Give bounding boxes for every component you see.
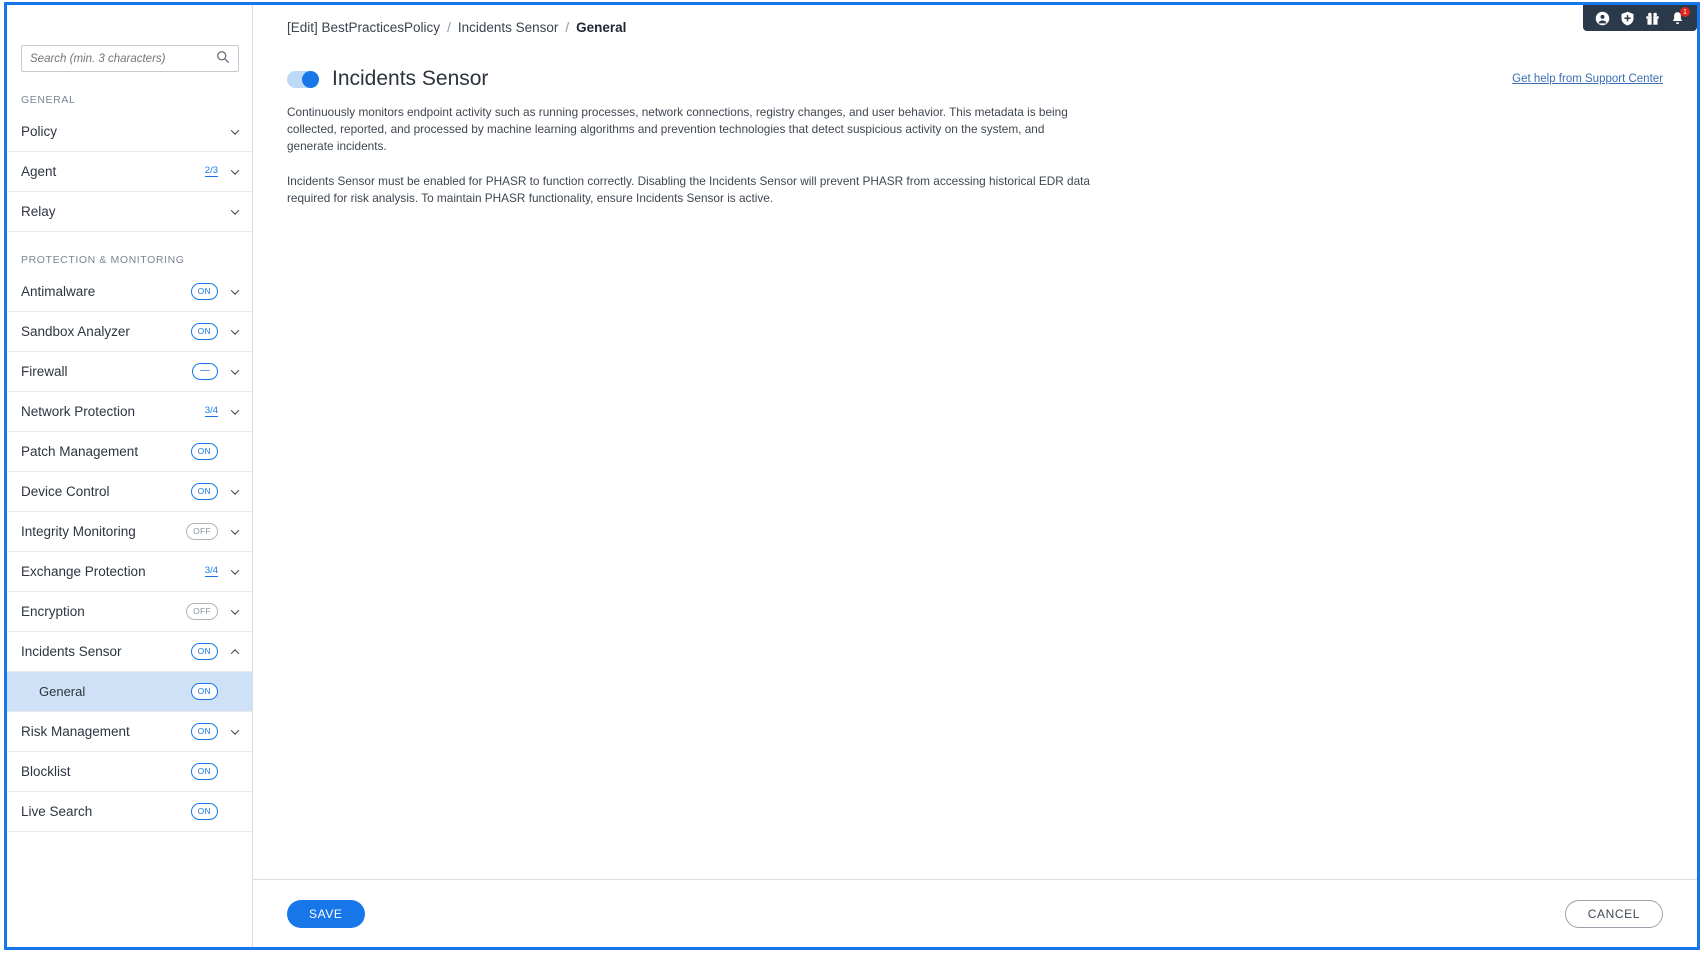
search-input[interactable] <box>21 45 239 72</box>
sidebar-item-relay[interactable] <box>7 192 252 232</box>
chevron-down-icon[interactable] <box>228 725 242 739</box>
sidebar-item-label: Relay <box>21 204 56 219</box>
search-field-wrapper <box>21 45 238 72</box>
sidebar-item-label: Live Search <box>21 804 93 819</box>
status-badge: — <box>192 363 218 380</box>
breadcrumb-separator: / <box>565 19 570 35</box>
status-badge: ON <box>191 643 218 660</box>
chevron-down-icon[interactable] <box>228 565 242 579</box>
status-badge: ON <box>191 443 218 460</box>
page-title: Incidents Sensor <box>332 67 489 90</box>
sidebar-item-label: Incidents Sensor <box>21 644 122 659</box>
notification-count-badge: 1 <box>1680 7 1690 17</box>
sidebar-item-antimalware[interactable] <box>7 272 252 312</box>
content-area <box>253 49 1697 879</box>
sidebar-section-general: GENERAL <box>21 94 76 106</box>
status-badge: OFF <box>186 523 218 540</box>
sidebar-item-label: Agent <box>21 164 57 179</box>
chevron-up-icon[interactable] <box>228 645 242 659</box>
sidebar-item-label: Risk Management <box>21 724 130 739</box>
sidebar-item-label: Blocklist <box>21 764 71 779</box>
breadcrumb-item-general: General <box>576 19 627 35</box>
status-badge: ON <box>191 323 218 340</box>
cancel-button[interactable]: CANCEL <box>1565 900 1663 928</box>
chevron-down-icon[interactable] <box>228 485 242 499</box>
account-icon[interactable] <box>1595 11 1610 26</box>
chevron-down-icon[interactable] <box>228 165 242 179</box>
breadcrumb-item-incidents-sensor[interactable]: Incidents Sensor <box>457 19 559 35</box>
search-icon[interactable] <box>216 50 230 64</box>
sidebar-item-label: Antimalware <box>21 284 96 299</box>
status-badge: 2/3 <box>204 164 218 176</box>
status-badge: ON <box>191 683 218 700</box>
bell-icon[interactable] <box>1670 6 1688 26</box>
chevron-down-icon[interactable] <box>228 325 242 339</box>
sidebar-item-integrity-monitoring[interactable] <box>7 512 252 552</box>
topbar-icon-cluster <box>1583 5 1697 31</box>
sidebar-item-label: Device Control <box>21 484 110 499</box>
sidebar-item-firewall[interactable] <box>7 352 252 392</box>
footer-bar <box>253 879 1697 947</box>
sidebar-item-label: General <box>39 684 86 699</box>
sidebar-item-agent[interactable] <box>7 152 252 192</box>
gift-icon[interactable] <box>1645 11 1660 26</box>
sidebar-item-device-control[interactable] <box>7 472 252 512</box>
description-paragraph-2: Incidents Sensor must be enabled for PHASR to function correctly. Disabling the Incidents Sensor will prevent PHASR from accessing historical EDR data required for risk analysis. To maintain PHASR functionality, ensure Incidents Sensor is active. <box>287 174 1090 206</box>
sidebar-item-label: Firewall <box>21 364 68 379</box>
breadcrumb <box>253 5 1697 49</box>
main-panel <box>253 5 1697 947</box>
shield-icon[interactable] <box>1620 11 1635 26</box>
description-paragraph-1: Continuously monitors endpoint activity such as running processes, network connections, registry changes, and user behavior. This metadata is being collected, reported, and processed by machine learning algorithms and prevention technologies that detect suspicious activity on the system, and generate incidents. <box>287 105 1068 154</box>
sidebar-item-label: Integrity Monitoring <box>21 524 136 539</box>
sidebar-item-label: Patch Management <box>21 444 139 459</box>
sidebar-item-patch-management[interactable] <box>7 432 252 472</box>
status-badge: ON <box>191 803 218 820</box>
status-badge: ON <box>191 723 218 740</box>
status-badge: 3/4 <box>204 564 218 576</box>
sidebar-item-incidents-sensor[interactable] <box>7 632 252 672</box>
sidebar-item-encryption[interactable] <box>7 592 252 632</box>
sidebar-item-label: Exchange Protection <box>21 564 146 579</box>
breadcrumb-separator: / <box>447 19 451 35</box>
sidebar-item-exchange-protection[interactable] <box>7 552 252 592</box>
support-center-link[interactable]: Get help from Support Center <box>1512 73 1663 85</box>
sidebar-item-policy[interactable] <box>7 112 252 152</box>
status-badge: ON <box>191 283 218 300</box>
status-badge: 3/4 <box>204 404 218 416</box>
save-button[interactable]: SAVE <box>287 900 365 928</box>
sidebar-item-sandbox-analyzer[interactable] <box>7 312 252 352</box>
chevron-down-icon[interactable] <box>228 365 242 379</box>
sidebar-item-label: Encryption <box>21 604 85 619</box>
sidebar-item-general[interactable] <box>7 672 252 712</box>
sidebar-item-blocklist[interactable] <box>7 752 252 792</box>
chevron-down-icon[interactable] <box>228 405 242 419</box>
sidebar-item-label: Sandbox Analyzer <box>21 324 130 339</box>
chevron-down-icon[interactable] <box>228 525 242 539</box>
sidebar-item-live-search[interactable] <box>7 792 252 832</box>
incidents-sensor-toggle[interactable] <box>287 71 319 88</box>
sidebar-item-label: Network Protection <box>21 404 136 419</box>
breadcrumb-item-policy[interactable]: [Edit] BestPracticesPolicy <box>287 19 441 35</box>
application-window <box>4 2 1700 950</box>
sidebar-item-risk-management[interactable] <box>7 712 252 752</box>
sidebar-item-label: Policy <box>21 124 58 139</box>
chevron-down-icon[interactable] <box>228 205 242 219</box>
toggle-knob <box>302 71 319 88</box>
chevron-down-icon[interactable] <box>228 285 242 299</box>
status-badge: ON <box>191 763 218 780</box>
sidebar-section-protection-monitoring: PROTECTION & MONITORING <box>21 254 185 266</box>
status-badge: ON <box>191 483 218 500</box>
chevron-down-icon[interactable] <box>228 125 242 139</box>
status-badge: OFF <box>186 603 218 620</box>
sidebar-item-network-protection[interactable] <box>7 392 252 432</box>
chevron-down-icon[interactable] <box>228 605 242 619</box>
sidebar <box>7 5 253 947</box>
page-title-row <box>287 67 1663 91</box>
